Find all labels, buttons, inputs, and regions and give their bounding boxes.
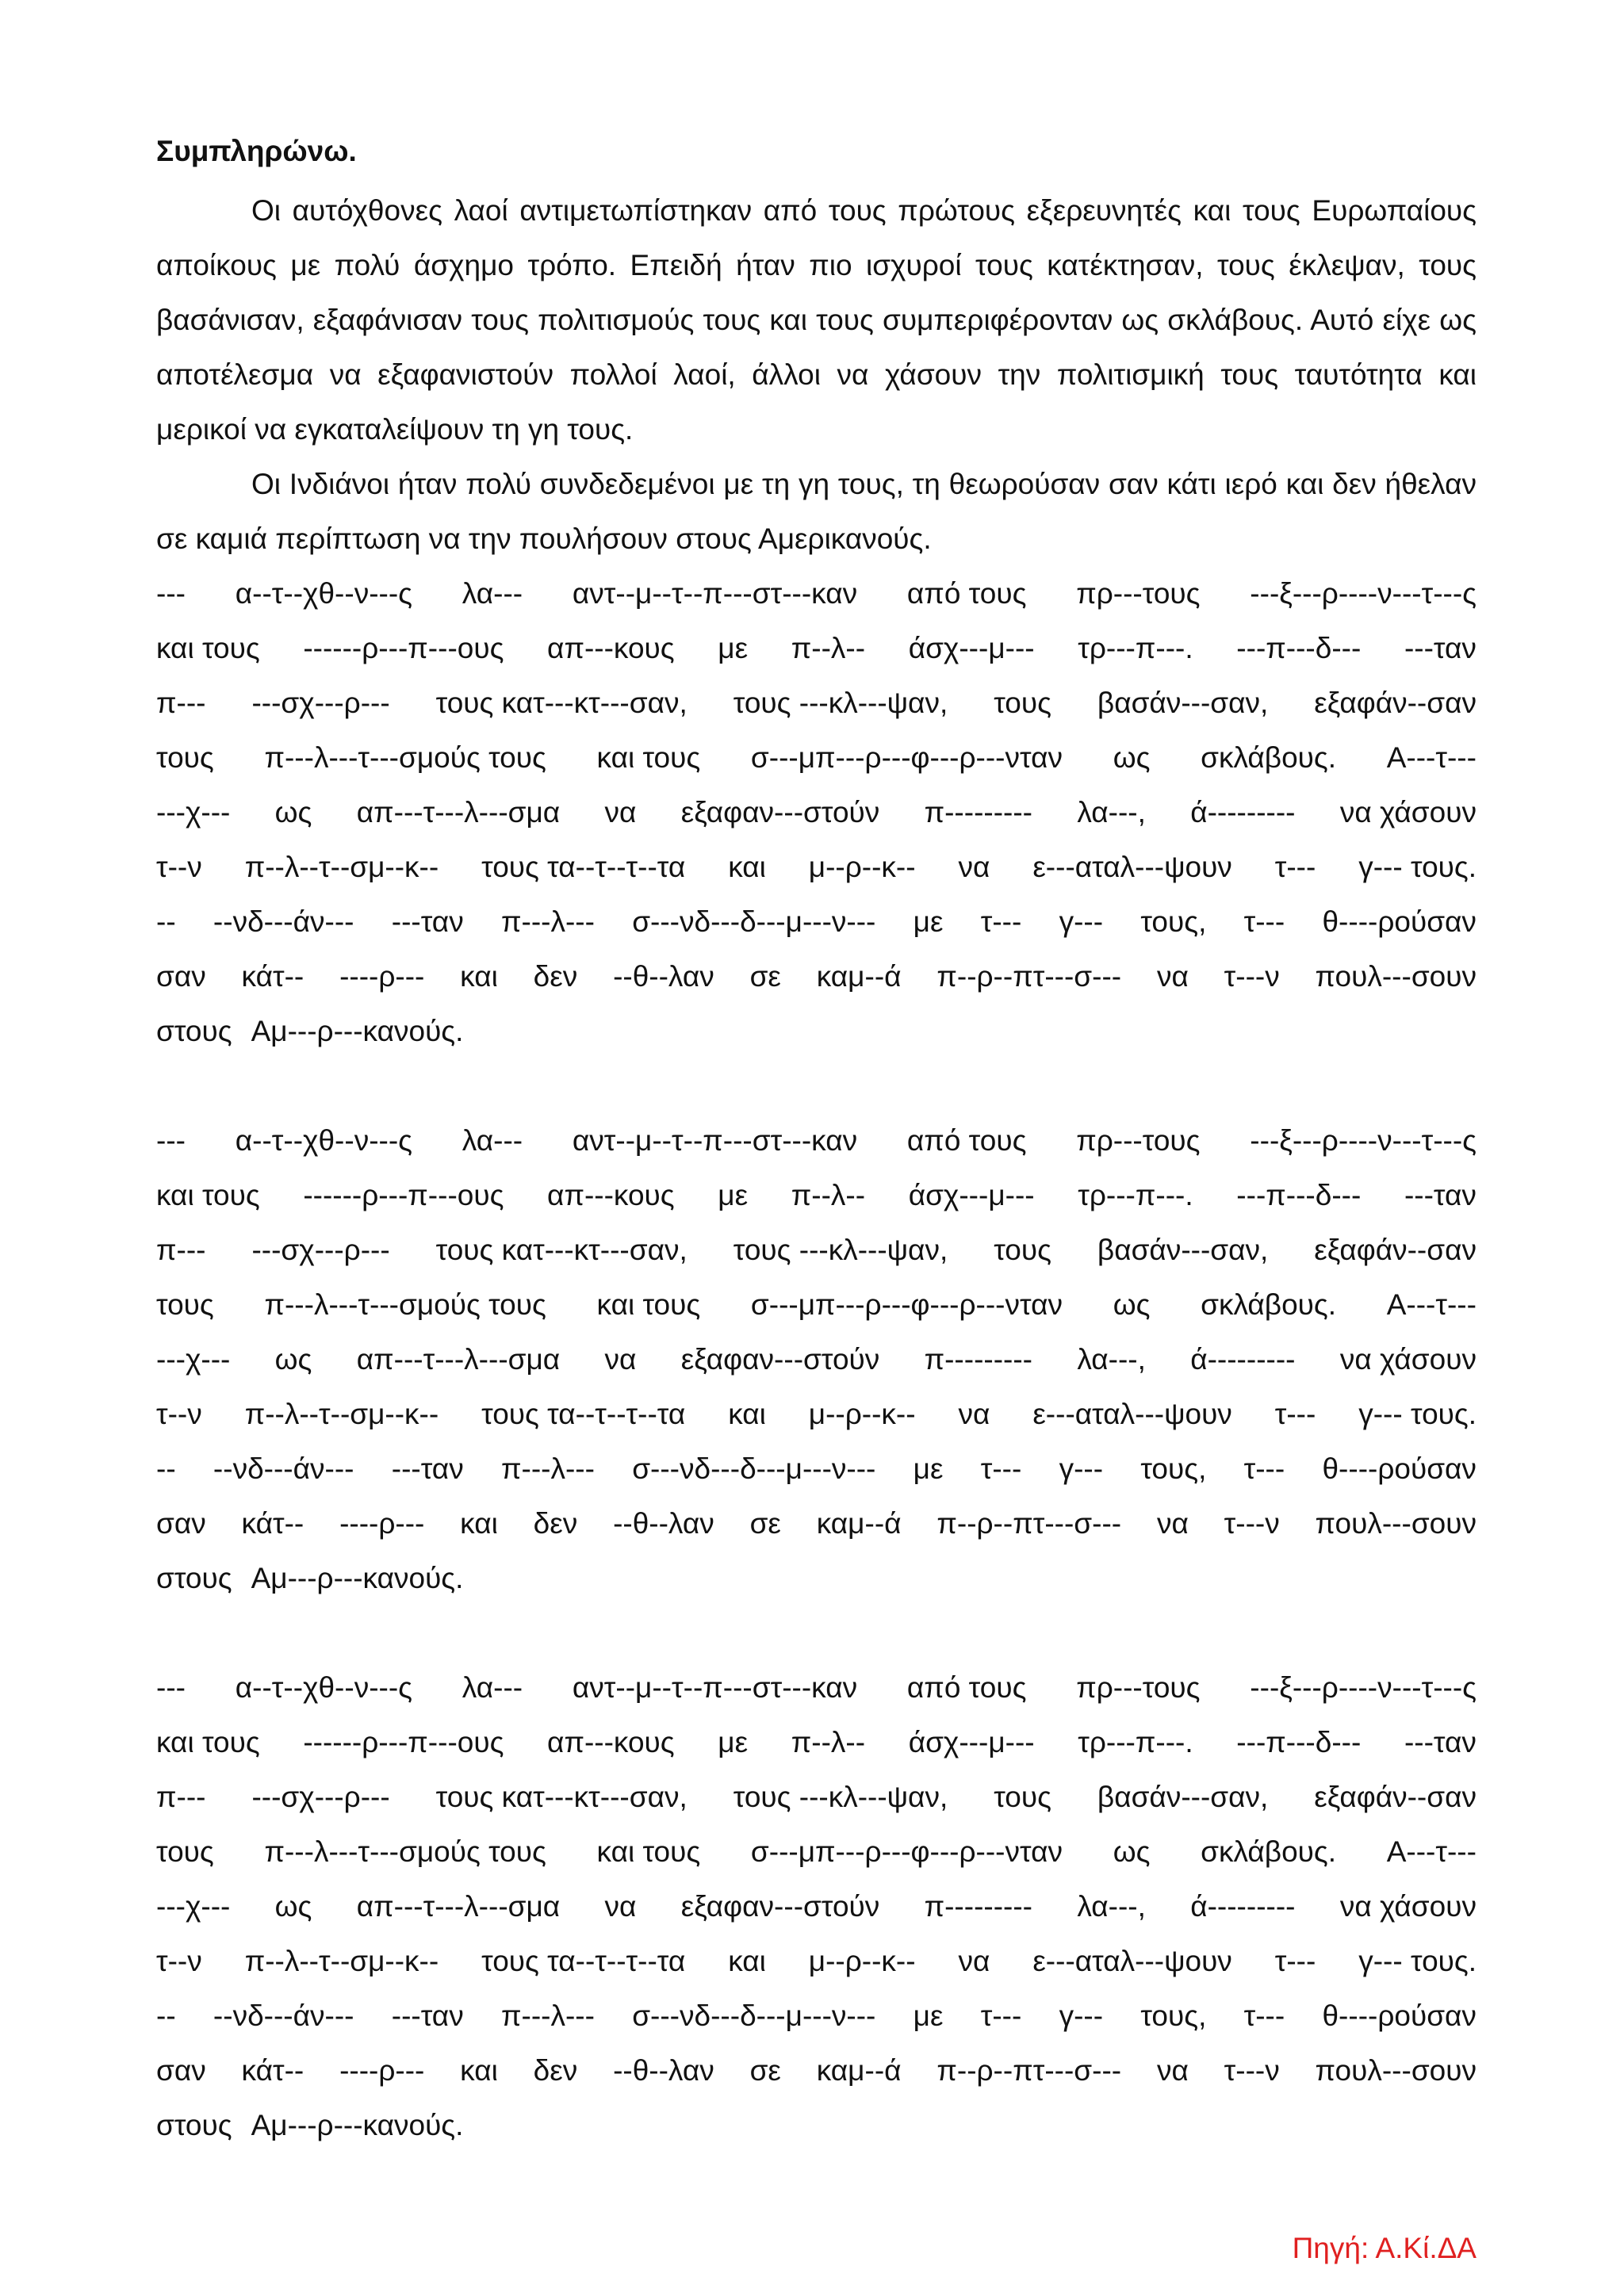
gap-word: π---	[156, 1234, 206, 1266]
gap-word: ---π---δ---	[1236, 1179, 1362, 1211]
gap-word: με	[718, 632, 749, 664]
gap-word: ---ξ---ρ----ν---τ---ς	[1250, 1124, 1477, 1157]
worksheet-title: Συμπληρώνω.	[156, 135, 357, 167]
gap-word: τ---	[980, 1999, 1022, 2032]
gap-word: τους ---κλ---ψαν,	[733, 1781, 948, 1813]
gap-word: ----ρ---	[339, 960, 425, 993]
gap-word: να χάσουν	[1339, 1343, 1477, 1376]
gap-word: ---χ---	[156, 1343, 231, 1376]
exercise-line	[156, 2043, 1477, 2098]
gap-word: λα---,	[1077, 1343, 1146, 1376]
gap-word: ε---αταλ---ψουν	[1032, 851, 1232, 883]
gap-word: ά---------	[1190, 796, 1296, 828]
gap-word: απ---τ---λ---σμα	[356, 1890, 561, 1923]
gap-word: βασάν---σαν,	[1097, 1781, 1269, 1813]
gap-word: να	[958, 1945, 990, 1977]
gap-word: απ---κους	[547, 1726, 675, 1758]
gap-word: ά---------	[1190, 1890, 1296, 1923]
gap-word: γ--- τους.	[1358, 1398, 1477, 1430]
gap-word: πρ---τους	[1076, 1124, 1201, 1157]
gap-word: ---ξ---ρ----ν---τ---ς	[1250, 577, 1477, 610]
exercise-line	[156, 1879, 1477, 1934]
gap-word: τους κατ---κτ---σαν,	[435, 1781, 688, 1813]
gap-word: από τους	[906, 1671, 1027, 1704]
gap-word: ---ταν	[391, 1452, 464, 1485]
gap-word: πουλ---σουν	[1315, 1507, 1477, 1540]
gap-word: Αμ---ρ---κανούς.	[251, 1015, 464, 1047]
gap-word: ---ταν	[391, 1999, 464, 2032]
gap-word: αντ--μ--τ--π---στ---καν	[572, 577, 858, 610]
gap-word: τ--ν	[156, 851, 202, 883]
gap-word: ως	[1113, 1288, 1151, 1321]
gap-word: ---χ---	[156, 1890, 231, 1923]
gap-word: γ--- τους.	[1358, 1945, 1477, 1977]
gap-word: τους	[994, 1234, 1051, 1266]
gap-word: αντ--μ--τ--π---στ---καν	[572, 1124, 858, 1157]
gap-word: και	[728, 851, 766, 883]
exercise-line	[156, 1332, 1477, 1387]
gap-word: να	[958, 1398, 990, 1430]
gap-word: στους	[156, 1015, 232, 1047]
gap-word: π--ρ--πτ---σ---	[936, 960, 1122, 993]
gap-word: Αμ---ρ---κανούς.	[251, 1562, 464, 1594]
gap-word: π--λ--	[791, 1726, 866, 1758]
exercise-block-2	[156, 1113, 1477, 1605]
gap-word: γ---	[1059, 905, 1104, 938]
gap-word: δεν	[533, 1507, 578, 1540]
gap-word: τ---	[1243, 1452, 1285, 1485]
gap-word: ------ρ---π---ους	[303, 1179, 504, 1211]
paragraph-2: Οι Ινδιάνοι ήταν πολύ συνδεδεμένοι με τη γη τους, τη θεωρούσαν σαν κάτι ιερό και δεν ήθελαν σε καμιά περίπτωση να την πουλήσουν στους Αμερικανούς.	[156, 468, 1477, 555]
gap-word: τ---	[1243, 1999, 1285, 2032]
gap-word: --	[156, 905, 176, 938]
source-credit: Πηγή: Α.Κί.ΔΑ	[1292, 2232, 1477, 2264]
gap-word: απ---κους	[547, 1179, 675, 1211]
exercise-line	[156, 675, 1477, 730]
gap-word: τους,	[1140, 905, 1207, 938]
exercise-line	[156, 949, 1477, 1004]
gap-word: ---ξ---ρ----ν---τ---ς	[1250, 1671, 1477, 1704]
gap-word: καμ--ά	[816, 1507, 902, 1540]
gap-word: ---ταν	[1404, 1179, 1477, 1211]
gap-word: π--ρ--πτ---σ---	[936, 1507, 1122, 1540]
gap-word: σ---μπ---ρ---φ---ρ---νταν	[750, 1288, 1063, 1321]
exercise-line	[156, 840, 1477, 894]
exercise-line	[156, 1168, 1477, 1223]
gap-word: π---	[156, 1781, 206, 1813]
gap-word: στους	[156, 1562, 232, 1594]
exercise-line	[156, 1551, 1477, 1605]
gap-word: τ---	[1274, 1398, 1316, 1430]
gap-word: να χάσουν	[1339, 796, 1477, 828]
gap-word: εξαφάν--σαν	[1314, 1234, 1477, 1266]
gap-word: ---ταν	[1404, 1726, 1477, 1758]
gap-word: --	[156, 1999, 176, 2032]
gap-word: σε	[749, 960, 781, 993]
exercise-line	[156, 1277, 1477, 1332]
gap-word: ως	[274, 1890, 312, 1923]
gap-word: με	[913, 905, 944, 938]
gap-word: αντ--μ--τ--π---στ---καν	[572, 1671, 858, 1704]
gap-word: σ---μπ---ρ---φ---ρ---νταν	[750, 741, 1063, 774]
gap-word: ---	[156, 1671, 186, 1704]
gap-word: ------ρ---π---ους	[303, 632, 504, 664]
gap-word: ---	[156, 1124, 186, 1157]
gap-word: τ--ν	[156, 1398, 202, 1430]
gap-word: α--τ--χθ--ν---ς	[235, 1671, 412, 1704]
gap-word: τ---	[1274, 1945, 1316, 1977]
gap-word: να	[1156, 960, 1189, 993]
gap-word: κάτ--	[241, 960, 304, 993]
gap-word: εξαφαν---στούν	[680, 796, 880, 828]
gap-word: κάτ--	[241, 1507, 304, 1540]
gap-word: π---λ---τ---σμούς τους	[264, 741, 546, 774]
gap-word: σαν	[156, 1507, 206, 1540]
gap-word: απ---τ---λ---σμα	[356, 796, 561, 828]
gap-word: εξαφαν---στούν	[680, 1890, 880, 1923]
gap-word: με	[913, 1452, 944, 1485]
gap-word: --νδ---άν---	[213, 905, 354, 938]
gap-word: π--λ--	[791, 1179, 866, 1211]
exercise-line	[156, 785, 1477, 840]
gap-word: να	[1156, 1507, 1189, 1540]
gap-word: ---ταν	[391, 905, 464, 938]
gap-word: από τους	[906, 1124, 1027, 1157]
gap-word: ως	[1113, 1835, 1151, 1868]
gap-word: ----ρ---	[339, 1507, 425, 1540]
gap-word: π---------	[924, 1890, 1032, 1923]
gap-word: ----ρ---	[339, 2054, 425, 2087]
exercise-line	[156, 1496, 1477, 1551]
gap-word: σ---νδ---δ---μ---ν---	[632, 905, 876, 938]
gap-word: τους κατ---κτ---σαν,	[435, 687, 688, 719]
gap-word: τ---	[980, 1452, 1022, 1485]
gap-word: σ---μπ---ρ---φ---ρ---νταν	[750, 1835, 1063, 1868]
gap-word: τ---	[980, 905, 1022, 938]
gap-word: σαν	[156, 960, 206, 993]
exercise-line	[156, 730, 1477, 785]
gap-word: --θ--λαν	[613, 1507, 714, 1540]
gap-word: από τους	[906, 577, 1027, 610]
gap-word: τρ---π---.	[1078, 632, 1193, 664]
gap-word: Α---τ---	[1386, 1835, 1477, 1868]
gap-word: πρ---τους	[1076, 1671, 1201, 1704]
gap-word: τ---ν	[1224, 1507, 1280, 1540]
gap-word: π--λ--τ--σμ--κ--	[244, 851, 439, 883]
gap-word: --νδ---άν---	[213, 1999, 354, 2032]
gap-word: απ---τ---λ---σμα	[356, 1343, 561, 1376]
gap-word: να	[604, 1343, 637, 1376]
gap-word: ---π---δ---	[1236, 1726, 1362, 1758]
gap-word: δεν	[533, 960, 578, 993]
exercise-line	[156, 2098, 1477, 2152]
gap-word: ε---αταλ---ψουν	[1032, 1945, 1232, 1977]
exercise-line	[156, 621, 1477, 675]
gap-word: ---σχ---ρ---	[251, 1781, 390, 1813]
gap-word: α--τ--χθ--ν---ς	[235, 1124, 412, 1157]
gap-word: στους	[156, 2109, 232, 2141]
gap-word: σκλάβους.	[1201, 1288, 1336, 1321]
exercise-line	[156, 1988, 1477, 2043]
gap-word: τους τα--τ--τ--τα	[481, 1945, 686, 1977]
gap-word: ---σχ---ρ---	[251, 687, 390, 719]
gap-word: θ----ρούσαν	[1322, 905, 1477, 938]
gap-word: πουλ---σουν	[1315, 960, 1477, 993]
gap-word: τους,	[1140, 1452, 1207, 1485]
gap-word: π--λ--	[791, 632, 866, 664]
gap-word: τους τα--τ--τ--τα	[481, 851, 686, 883]
gap-word: να χάσουν	[1339, 1890, 1477, 1923]
gap-word: θ----ρούσαν	[1322, 1999, 1477, 2032]
gap-word: ---	[156, 577, 186, 610]
paragraph-1: Οι αυτόχθονες λαοί αντιμετωπίστηκαν από τους πρώτους εξερευνητές και τους Ευρωπαίους αποίκους με πολύ άσχημο τρόπο. Επειδή ήταν πιο ισχυροί τους κατέκτησαν, τους έκλεψαν, τους βασάνισαν, εξαφάνισαν τους πολιτισμούς τους και τους συμπεριφέρονταν ως σκλάβους. Αυτό είχε ως αποτέλεσμα να εξαφανιστούν πολλοί λαοί, άλλοι να χάσουν την πολιτισμική τους ταυτότητα και μερικοί να εγκαταλείψουν τη γη τους.	[156, 194, 1477, 446]
gap-word: και τους	[156, 632, 260, 664]
gap-word: π---	[156, 687, 206, 719]
gap-word: τ--ν	[156, 1945, 202, 1977]
gap-word: και	[728, 1398, 766, 1430]
gap-word: ---ταν	[1404, 632, 1477, 664]
gap-word: και τους	[596, 1835, 701, 1868]
gap-word: να	[958, 851, 990, 883]
gap-word: ε---αταλ---ψουν	[1032, 1398, 1232, 1430]
gap-word: τους,	[1140, 1999, 1207, 2032]
gap-word: ά---------	[1190, 1343, 1296, 1376]
gap-word: Α---τ---	[1386, 1288, 1477, 1321]
gap-word: και	[460, 960, 498, 993]
gap-word: τ---	[1274, 851, 1316, 883]
gap-word: ---χ---	[156, 796, 231, 828]
gap-word: απ---κους	[547, 632, 675, 664]
exercise-line	[156, 1715, 1477, 1770]
gap-word: γ---	[1059, 1999, 1104, 2032]
gap-word: καμ--ά	[816, 2054, 902, 2087]
gap-word: τους	[156, 1288, 214, 1321]
gap-word: δεν	[533, 2054, 578, 2087]
gap-word: --	[156, 1452, 176, 1485]
gap-word: και τους	[596, 1288, 701, 1321]
gap-word: π---λ---τ---σμούς τους	[264, 1835, 546, 1868]
gap-word: ------ρ---π---ους	[303, 1726, 504, 1758]
gap-word: π---------	[924, 1343, 1032, 1376]
gap-word: άσχ---μ---	[908, 1726, 1035, 1758]
gap-word: σε	[749, 1507, 781, 1540]
gap-word: λα---,	[1077, 796, 1146, 828]
exercise-line	[156, 1223, 1477, 1277]
exercise-line	[156, 1113, 1477, 1168]
gap-word: α--τ--χθ--ν---ς	[235, 577, 412, 610]
gap-word: θ----ρούσαν	[1322, 1452, 1477, 1485]
gap-word: π--λ--τ--σμ--κ--	[244, 1945, 439, 1977]
gap-word: να	[604, 1890, 637, 1923]
gap-word: τους ---κλ---ψαν,	[733, 1234, 948, 1266]
gap-word: λα---,	[1077, 1890, 1146, 1923]
gap-word: ---σχ---ρ---	[251, 1234, 390, 1266]
gap-word: και τους	[596, 741, 701, 774]
exercise-block-1	[156, 566, 1477, 1058]
gap-word: τους	[994, 1781, 1051, 1813]
gap-word: άσχ---μ---	[908, 632, 1035, 664]
gap-word: μ--ρ--κ--	[808, 1398, 916, 1430]
gap-word: καμ--ά	[816, 960, 902, 993]
gap-word: ως	[274, 796, 312, 828]
gap-word: λα---	[462, 1124, 523, 1157]
exercise-line	[156, 566, 1477, 621]
gap-word: σκλάβους.	[1201, 1835, 1336, 1868]
gap-word: πρ---τους	[1076, 577, 1201, 610]
gap-word: άσχ---μ---	[908, 1179, 1035, 1211]
gap-word: και	[460, 1507, 498, 1540]
gap-word: σαν	[156, 2054, 206, 2087]
gap-word: τρ---π---.	[1078, 1179, 1193, 1211]
gap-word: τ---ν	[1224, 960, 1280, 993]
gap-word: να	[1156, 2054, 1189, 2087]
gap-word: εξαφάν--σαν	[1314, 1781, 1477, 1813]
gap-word: ως	[274, 1343, 312, 1376]
gap-word: μ--ρ--κ--	[808, 851, 916, 883]
gap-word: να	[604, 796, 637, 828]
gap-word: μ--ρ--κ--	[808, 1945, 916, 1977]
gap-word: σ---νδ---δ---μ---ν---	[632, 1999, 876, 2032]
gap-word: π---λ---τ---σμούς τους	[264, 1288, 546, 1321]
gap-word: και τους	[156, 1726, 260, 1758]
gap-word: σκλάβους.	[1201, 741, 1336, 774]
exercise-line	[156, 1824, 1477, 1879]
gap-word: σ---νδ---δ---μ---ν---	[632, 1452, 876, 1485]
gap-word: τους ---κλ---ψαν,	[733, 687, 948, 719]
gap-word: π--λ--τ--σμ--κ--	[244, 1398, 439, 1430]
gap-word: τρ---π---.	[1078, 1726, 1193, 1758]
gap-word: π---λ---	[500, 1999, 595, 2032]
gap-word: πουλ---σουν	[1315, 2054, 1477, 2087]
gap-word: --θ--λαν	[613, 960, 714, 993]
gap-word: και τους	[156, 1179, 260, 1211]
gap-word: τ---ν	[1224, 2054, 1280, 2087]
gap-word: βασάν---σαν,	[1097, 687, 1269, 719]
gap-word: με	[913, 1999, 944, 2032]
gap-word: γ---	[1059, 1452, 1104, 1485]
exercise-line	[156, 1387, 1477, 1441]
gap-word: π---λ---	[500, 1452, 595, 1485]
gap-word: και	[728, 1945, 766, 1977]
gap-word: --νδ---άν---	[213, 1452, 354, 1485]
exercise-line	[156, 1004, 1477, 1058]
exercise-line	[156, 1660, 1477, 1715]
gap-word: τους	[994, 687, 1051, 719]
exercise-block-3	[156, 1660, 1477, 2152]
gap-word: βασάν---σαν,	[1097, 1234, 1269, 1266]
gap-word: εξαφαν---στούν	[680, 1343, 880, 1376]
gap-word: σε	[749, 2054, 781, 2087]
gap-word: τους	[156, 741, 214, 774]
gap-word: με	[718, 1726, 749, 1758]
gap-word: με	[718, 1179, 749, 1211]
gap-word: ως	[1113, 741, 1151, 774]
gap-word: τους	[156, 1835, 214, 1868]
exercise-line	[156, 894, 1477, 949]
exercise-line	[156, 1934, 1477, 1988]
gap-word: τους τα--τ--τ--τα	[481, 1398, 686, 1430]
gap-word: τους κατ---κτ---σαν,	[435, 1234, 688, 1266]
gap-word: λα---	[462, 1671, 523, 1704]
gap-word: π---λ---	[500, 905, 595, 938]
gap-word: --θ--λαν	[613, 2054, 714, 2087]
exercise-line	[156, 1441, 1477, 1496]
gap-word: κάτ--	[241, 2054, 304, 2087]
gap-word: Α---τ---	[1386, 741, 1477, 774]
gap-word: τ---	[1243, 905, 1285, 938]
gap-word: γ--- τους.	[1358, 851, 1477, 883]
gap-word: και	[460, 2054, 498, 2087]
exercise-line	[156, 1770, 1477, 1824]
gap-word: ---π---δ---	[1236, 632, 1362, 664]
gap-word: Αμ---ρ---κανούς.	[251, 2109, 464, 2141]
gap-word: λα---	[462, 577, 523, 610]
gap-word: π---------	[924, 796, 1032, 828]
gap-word: π--ρ--πτ---σ---	[936, 2054, 1122, 2087]
gap-word: εξαφάν--σαν	[1314, 687, 1477, 719]
